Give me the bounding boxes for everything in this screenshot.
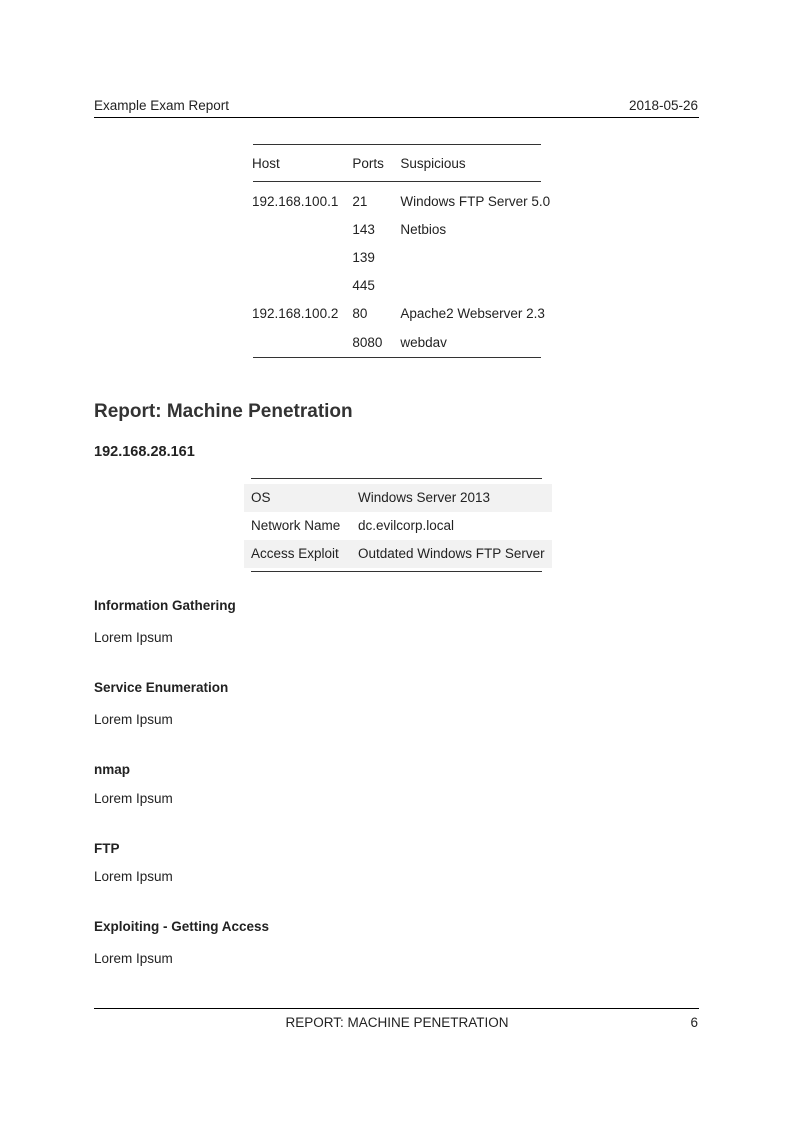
running-footer-chapter: REPORT: MACHINE PENETRATION [285, 1015, 509, 1030]
footer-divider [94, 1008, 699, 1009]
table-row [245, 216, 557, 244]
subsection-body: Lorem Ipsum [94, 712, 173, 727]
info-value-cell: dc.evilcorp.local [358, 518, 455, 533]
suspicious-cell: webdav [400, 335, 447, 350]
port-cell: 21 [352, 194, 368, 209]
section-title: Report: Machine Penetration [94, 401, 353, 422]
column-header-suspicious: Suspicious [400, 156, 466, 171]
column-header-ports: Ports [352, 156, 384, 171]
host-cell: 192.168.100.1 [252, 194, 339, 209]
host-cell: 192.168.100.2 [252, 306, 339, 321]
table-row [245, 300, 557, 328]
port-cell: 445 [352, 278, 375, 293]
running-header-title: Example Exam Report [94, 98, 230, 113]
host-ip-heading: 192.168.28.161 [94, 444, 195, 460]
host-cell [245, 272, 345, 300]
ports-table [245, 144, 557, 358]
subsection-body: Lorem Ipsum [94, 791, 173, 806]
info-table-bottom-rule [251, 571, 542, 572]
table-row [245, 272, 557, 300]
table-row [245, 188, 557, 216]
host-cell [245, 328, 345, 358]
running-header-date: 2018-05-26 [628, 98, 698, 113]
info-key-cell: Network Name [251, 518, 341, 533]
subsection-heading-information-gathering: Information Gathering [94, 598, 236, 613]
table-row [244, 540, 552, 568]
info-key-cell: OS [244, 484, 351, 512]
port-cell: 143 [352, 222, 375, 237]
port-cell: 139 [352, 250, 375, 265]
suspicious-cell: Windows FTP Server 5.0 [400, 194, 551, 209]
table-row [244, 484, 552, 512]
subsection-body: Lorem Ipsum [94, 630, 173, 645]
subsection-body: Lorem Ipsum [94, 951, 173, 966]
table-row [244, 512, 552, 540]
port-cell: 8080 [352, 335, 383, 350]
column-header-host: Host [252, 156, 280, 171]
page-number: 6 [690, 1015, 698, 1030]
host-cell [245, 216, 345, 244]
machine-info-table [244, 484, 552, 568]
suspicious-cell: Netbios [400, 222, 447, 237]
table-row [245, 244, 557, 272]
subsection-body: Lorem Ipsum [94, 869, 173, 884]
info-value-cell: Outdated Windows FTP Server [351, 540, 552, 568]
subsection-heading-ftp: FTP [94, 841, 120, 856]
subsection-heading-exploiting: Exploiting - Getting Access [94, 919, 270, 934]
info-value-cell: Windows Server 2013 [351, 484, 552, 512]
port-cell: 80 [352, 306, 368, 321]
info-key-cell: Access Exploit [244, 540, 351, 568]
suspicious-cell [393, 272, 557, 300]
suspicious-cell: Apache2 Webserver 2.3 [400, 306, 545, 321]
subsection-heading-service-enumeration: Service Enumeration [94, 680, 229, 695]
info-table-top-rule [251, 478, 542, 479]
table-row [245, 328, 557, 358]
header-divider [94, 117, 699, 118]
suspicious-cell [393, 244, 557, 272]
host-cell [245, 244, 345, 272]
subsection-heading-nmap: nmap [94, 762, 131, 777]
